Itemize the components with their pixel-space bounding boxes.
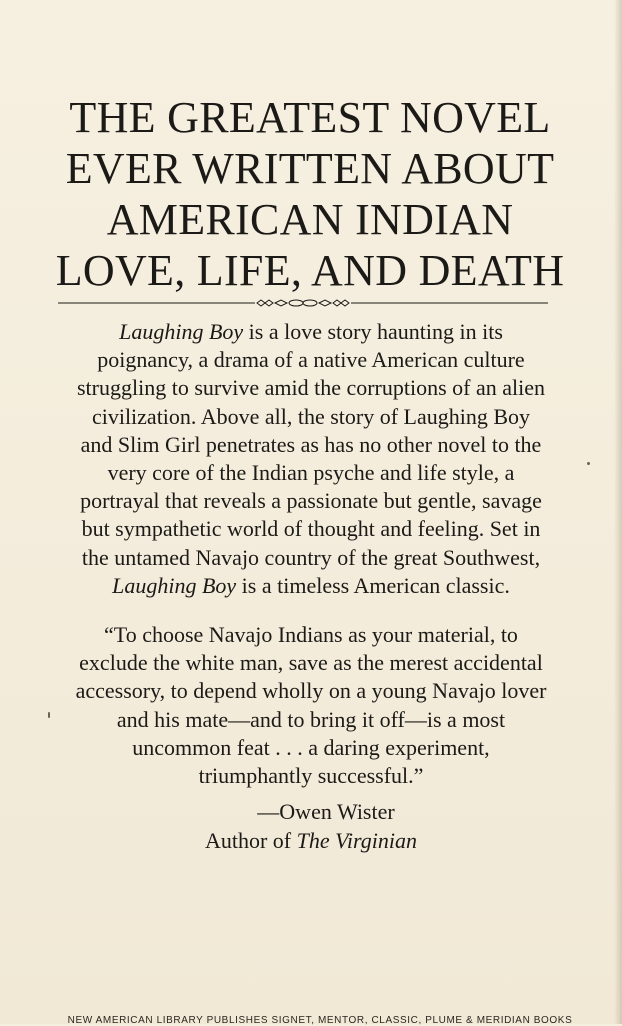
paper-speck: [587, 462, 590, 465]
ornamental-divider: [58, 298, 548, 308]
attribution-work-title: The Virginian: [296, 827, 418, 853]
quote-line: uncommon feat . . . a daring experiment,: [132, 734, 490, 760]
divider-icon: [58, 298, 548, 308]
description-line: [36, 572, 586, 600]
description-line: but sympathetic world of thought and feeling. Set in: [81, 516, 541, 542]
description-text: is a timeless American classic.: [236, 572, 510, 598]
paper-speck: [48, 712, 50, 718]
attribution-role: [36, 827, 586, 856]
description-line: [36, 318, 586, 346]
description-line: poignancy, a drama of a native American culture: [97, 347, 525, 373]
cover-edge-shadow: [614, 0, 622, 1024]
description-line: very core of the Indian psyche and life style, a: [107, 460, 515, 486]
quote-line: accessory, to depend wholly on a young Navajo lover: [75, 678, 547, 704]
attribution-name: —Owen Wister: [257, 799, 395, 824]
quote-line: and his mate—and to bring it off—is a most: [116, 706, 506, 732]
quote-line: exclude the white man, save as the merest accidental: [79, 650, 543, 676]
headline-line: AMERICAN INDIAN: [106, 195, 514, 244]
quote-line: triumphantly successful.”: [198, 763, 424, 789]
publisher-footer: NEW AMERICAN LIBRARY PUBLISHES SIGNET, MENTOR, CLASSIC, PLUME & MERIDIAN BOOKS: [67, 1015, 573, 1026]
description-line: portrayal that reveals a passionate but gentle, savage: [80, 488, 542, 514]
description-line: the untamed Navajo country of the great Southwest,: [81, 544, 541, 570]
quote-attribution: [36, 798, 586, 855]
attribution-role-prefix: Author of: [204, 827, 297, 853]
review-quote: [36, 621, 586, 790]
description-line: and Slim Girl penetrates as has no other novel to the: [80, 431, 542, 457]
quote-line: “To choose Navajo Indians as your material, to: [104, 622, 518, 647]
book-title-italic: Laughing Boy: [119, 319, 244, 344]
description-text: is a love story haunting in its: [243, 319, 503, 344]
description-line: civilization. Above all, the story of Laughing Boy: [91, 403, 531, 429]
headline-line: EVER WRITTEN ABOUT: [65, 144, 555, 193]
headline: [40, 92, 580, 296]
book-title-italic: Laughing Boy: [112, 572, 237, 598]
book-description: [36, 318, 586, 600]
description-line: struggling to survive amid the corruptions of an alien: [76, 375, 545, 401]
headline-line: LOVE, LIFE, AND DEATH: [55, 246, 565, 295]
headline-line: THE GREATEST NOVEL: [69, 93, 551, 142]
